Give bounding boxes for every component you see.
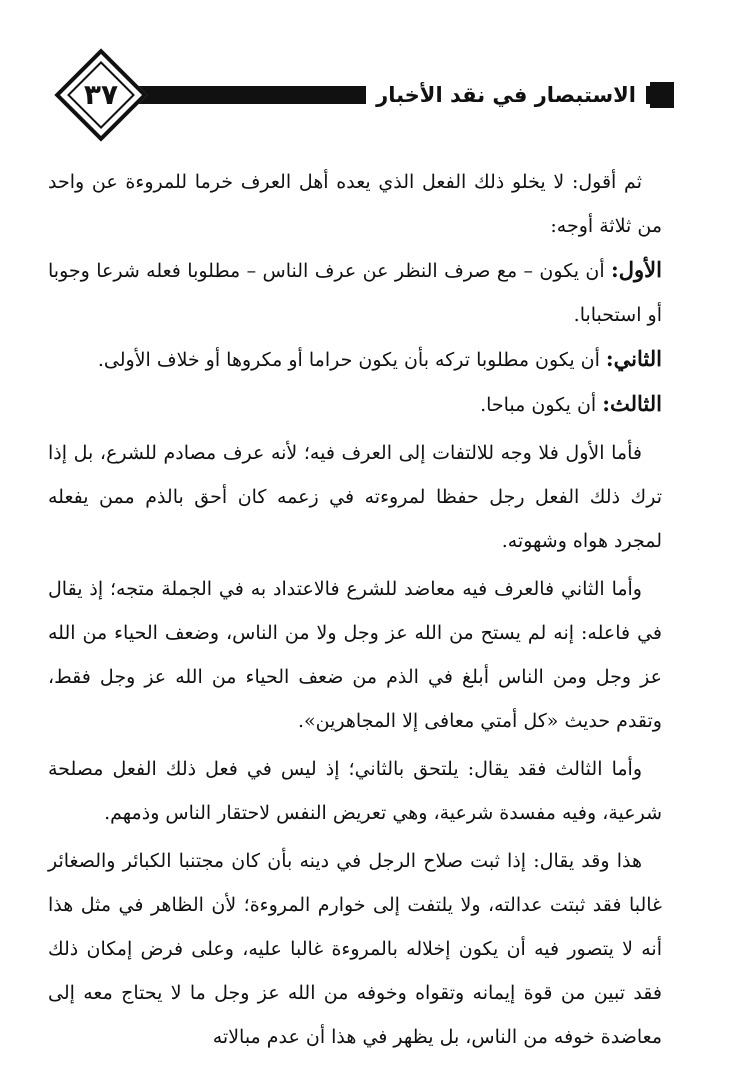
header-square-ornament <box>650 82 674 108</box>
paragraph-conclusion: هذا وقد يقال: إذا ثبت صلاح الرجل في دينه بأن كان مجتنبا الكبائر والصغائر غالبا فقد ثبتت عدالته، ولا يلتفت إلى خوارم المروءة؛ لأن الظاهر في مثل هذا أنه لا يتصور فيه أن يكون إخلاله بالمروءة غالبا عليه، وعلى فرض إمكان ذلك فقد تبين من قوة إيمانه وتقواه وخوفه من الله عز وجل ما لا يحتاج معه إلى معاضدة خوفه من الناس، بل يظهر في هذا أن عدم مبالاته <box>48 850 662 1048</box>
page-number: ٣٧ <box>83 78 119 111</box>
item-text-second: أن يكون مطلوبا تركه بأن يكون حراما أو مكروها أو خلاف الأولى. <box>97 349 600 371</box>
list-item-third <box>48 382 662 427</box>
list-item-first <box>48 248 662 337</box>
item-term-first: الأول: <box>611 257 662 282</box>
paragraph-third-case: وأما الثالث فقد يقال: يلتحق بالثاني؛ إذ ليس في فعل ذلك الفعل مصلحة شرعية، وفيه مفسدة شرعية، وهي تعريض النفس لاحتقار الناس وذمهم. <box>48 758 662 824</box>
item-text-third: أن يكون مباحا. <box>480 394 597 416</box>
paragraph-second-case: وأما الثاني فالعرف فيه معاضد للشرع فالاعتداد به في الجملة متجه؛ إذ يقال في فاعله: إنه لم يستح من الله عز وجل ولا من الناس، وضعف الحياء من الله عز وجل ومن الناس أبلغ في الذم من ضعف الحياء من الله عز وجل فقط، وتقدم حديث «كل أمتي معافى إلا المجاهرين». <box>48 578 662 732</box>
paragraph-first-case: فأما الأول فلا وجه للالتفات إلى العرف فيه؛ لأنه عرف مصادم للشرع، بل إذا ترك ذلك الفعل رجل حفظا لمروءته في زعمه كان أحق بالذم ممن يفعله لمجرد هواه وشهوته. <box>48 442 662 552</box>
item-text-first: أن يكون – مع صرف النظر عن عرف الناس – مطلوبا فعله شرعا وجوبا أو استحبابا. <box>48 260 662 326</box>
paragraph-intro: ثم أقول: لا يخلو ذلك الفعل الذي يعده أهل العرف خرما للمروءة عن واحد من ثلاثة أوجه: <box>48 171 662 237</box>
running-header <box>38 48 674 140</box>
item-term-third: الثالث: <box>602 391 662 416</box>
list-item-second <box>48 337 662 382</box>
item-term-second: الثاني: <box>605 346 662 371</box>
page-body <box>48 160 662 1059</box>
book-title: الاستبصار في نقد الأخبار <box>366 79 646 111</box>
